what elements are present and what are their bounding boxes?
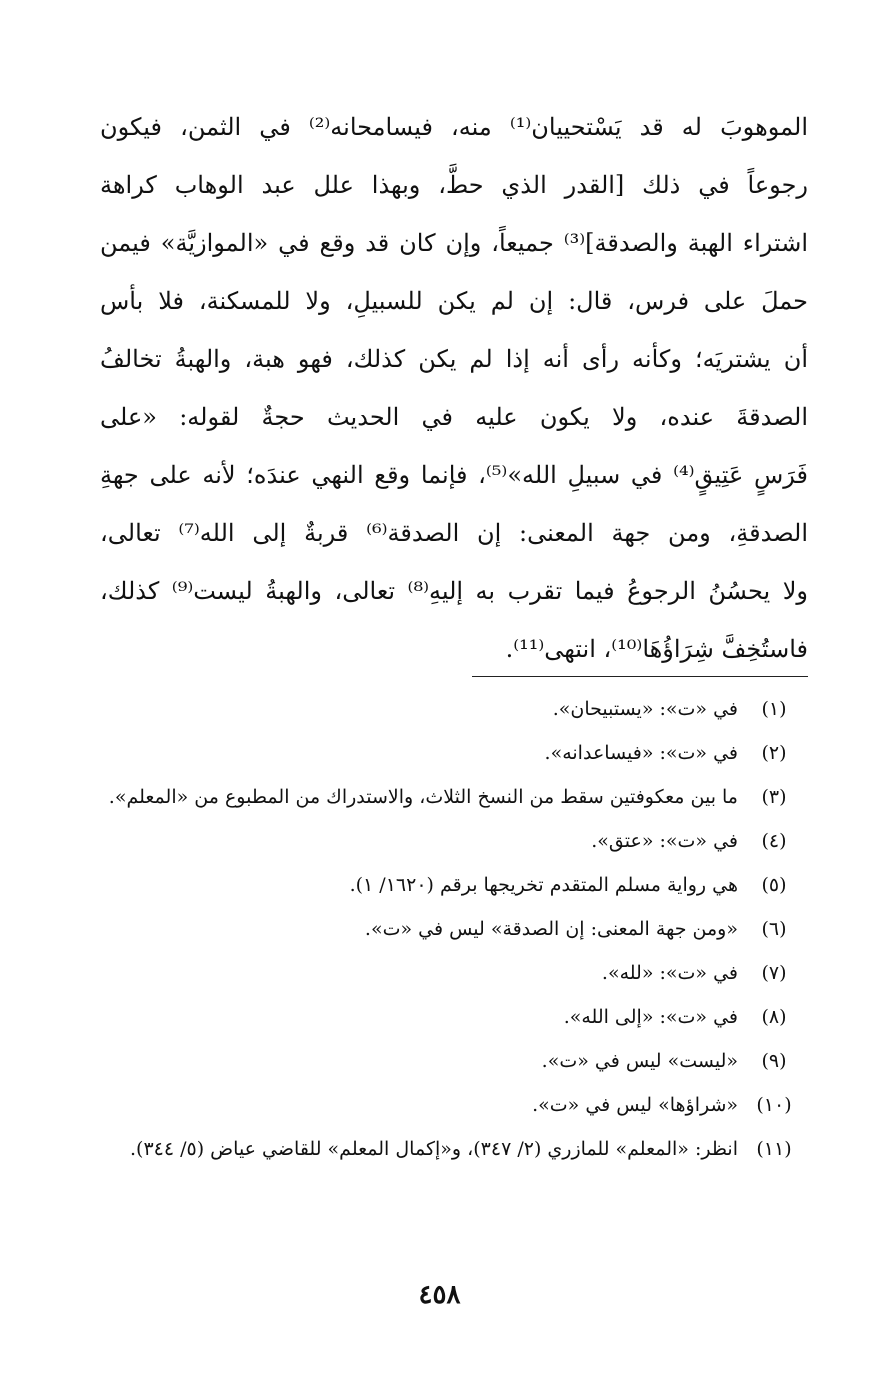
footnote-number: (١١) <box>756 1138 792 1160</box>
footnote-number: (٥) <box>761 874 787 896</box>
footnote <box>84 996 796 1040</box>
main-text-block <box>100 98 808 678</box>
body-line: اشتراء الهبة والصدقة]⁽³⁾ جميعاً، وإن كان قد وقع في «الموازيَّة» فيمن <box>100 229 808 257</box>
footnote-text: في «ت»: «يستبيحان». <box>552 698 738 720</box>
footnote-text: انظر: «المعلم» للمازري (٢/ ٣٤٧)، و«إكمال المعلم» للقاضي عياض (٥/ ٣٤٤). <box>129 1138 738 1160</box>
footnote <box>84 864 796 908</box>
footnote <box>84 1128 796 1172</box>
footnote-text: في «ت»: «عتق». <box>591 830 738 852</box>
footnote-number: (٦) <box>761 918 787 940</box>
footnote <box>84 908 796 952</box>
footnote-number: (٣) <box>761 786 787 808</box>
footnote-text: ما بين معكوفتين سقط من النسخ الثلاث، والاستدراك من المطبوع من «المعلم». <box>108 786 738 808</box>
footnote <box>84 820 796 864</box>
footnote <box>84 732 796 776</box>
footnote-text: في «ت»: «لله». <box>601 962 738 984</box>
footnote <box>84 688 796 732</box>
footnote-number: (١٠) <box>756 1094 792 1116</box>
body-line: فاستُخِفَّ شِرَاؤُهَا⁽¹⁰⁾، انتهى⁽¹¹⁾. <box>505 635 808 663</box>
page-number: ٤٥٨ <box>418 1280 461 1310</box>
body-line: أن يشتريَه؛ وكأنه رأى أنه إذا لم يكن كذلك، فهو هبة، والهبةُ تخالفُ <box>100 345 808 373</box>
body-line: فَرَسٍ عَتِيقٍ⁽⁴⁾ في سبيلِ الله»⁽⁵⁾، فإنما وقع النهي عندَه؛ لأنه على جهةِ <box>100 461 808 489</box>
footnote-text: في «ت»: «إلى الله». <box>563 1006 738 1028</box>
body-line: الصدقةَ عنده، ولا يكون عليه في الحديث حجةٌ لقوله: «على <box>100 403 808 431</box>
footnote-text: هي رواية مسلم المتقدم تخريجها برقم (١٦٢٠/ ١). <box>349 874 738 896</box>
footnote-number: (١) <box>761 698 787 720</box>
footnote-text: «ومن جهة المعنى: إن الصدقة» ليس في «ت». <box>364 918 738 940</box>
body-line: ولا يحسُنُ الرجوعُ فيما تقرب به إليهِ⁽⁸⁾ تعالى، والهبةُ ليست⁽⁹⁾ كذلك، <box>100 577 808 605</box>
footnote-text: «شراؤها» ليس في «ت». <box>532 1094 738 1116</box>
footnote <box>84 1040 796 1084</box>
footnote-number: (٨) <box>761 1006 787 1028</box>
footnote-number: (٧) <box>761 962 787 984</box>
footnote-number: (٢) <box>761 742 787 764</box>
footnote-text: «ليست» ليس في «ت». <box>541 1050 738 1072</box>
footnotes-block <box>84 688 796 1172</box>
body-line: حملَ على فرس، قال: إن لم يكن للسبيلِ، ولا للمسكنة، فلا بأس <box>100 287 808 315</box>
footnote <box>84 1084 796 1128</box>
footnote-number: (٤) <box>761 830 787 852</box>
footnote-number: (٩) <box>761 1050 787 1072</box>
body-line: الصدقةِ، ومن جهة المعنى: إن الصدقة⁽⁶⁾ قربةٌ إلى الله⁽⁷⁾ تعالى، <box>100 519 808 547</box>
footnote-text: في «ت»: «فيساعدانه». <box>544 742 738 764</box>
footnote <box>84 952 796 996</box>
body-line: الموهوبَ له قد يَسْتحييان⁽¹⁾ منه، فيسامحانه⁽²⁾ في الثمن، فيكون <box>100 113 808 141</box>
footnote-separator <box>472 676 808 677</box>
footnote <box>84 776 796 820</box>
body-line: رجوعاً في ذلك [القدر الذي حطَّ، وبهذا علل عبد الوهاب كراهة <box>100 171 808 199</box>
